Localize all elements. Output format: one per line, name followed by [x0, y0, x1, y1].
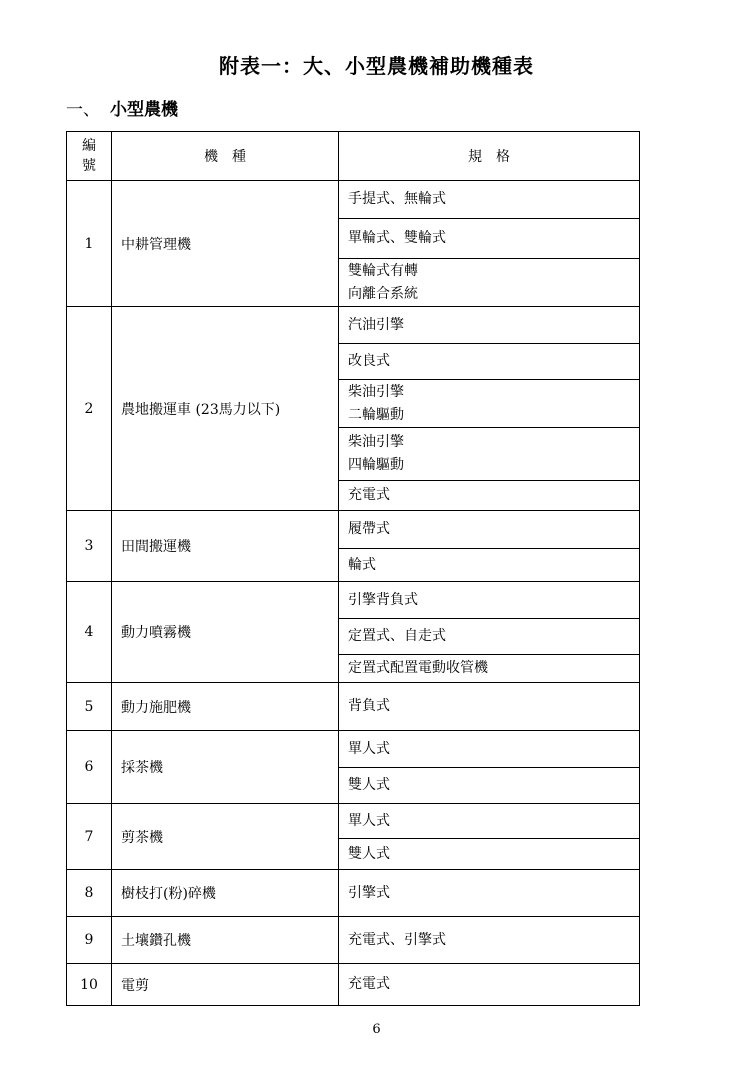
row-number: 4: [67, 582, 112, 683]
machine-name: 採茶機: [112, 731, 339, 804]
table-row: [67, 917, 640, 964]
spec-cell: [339, 917, 640, 964]
spec-text: 充電式、引擎式: [348, 931, 446, 948]
spec-cell: [339, 219, 640, 259]
spec-text: 定置式配置電動收管機: [348, 660, 488, 676]
spec-text: 單輪式、雙輪式: [348, 230, 446, 246]
row-number: 2: [67, 307, 112, 511]
spec-cell: [339, 870, 640, 917]
table-row: [67, 582, 640, 619]
spec-text: 背負式: [348, 698, 390, 714]
row-number: 3: [67, 511, 112, 582]
spec-cell: [339, 511, 640, 549]
header-number-text: 編 號: [82, 138, 96, 174]
table-row: [67, 964, 640, 1006]
spec-cell: [339, 344, 640, 380]
table-row: [67, 683, 640, 731]
table-header-row: [67, 132, 640, 181]
spec-text: 手提式、無輪式: [348, 191, 446, 207]
spec-text: 定置式、自走式: [348, 628, 446, 644]
row-number: 8: [67, 870, 112, 917]
spec-cell: [339, 839, 640, 870]
spec-text: 引擎背負式: [348, 591, 418, 608]
spec-cell: [339, 380, 640, 428]
spec-cell: [339, 259, 640, 307]
spec-cell: [339, 768, 640, 804]
spec-cell: [339, 307, 640, 344]
spec-cell: [339, 428, 640, 481]
spec-text: 充電式: [348, 976, 390, 992]
machine-name: 電剪: [112, 964, 339, 1006]
document-title: 附表一：大、小型農機補助機種表: [219, 54, 534, 78]
machine-name: 剪茶機: [112, 804, 339, 870]
table-row: [67, 870, 640, 917]
row-number: 5: [67, 683, 112, 731]
spec-text: 雙人式: [348, 845, 390, 862]
machine-name: 農地搬運車 (23馬力以下): [112, 307, 339, 511]
spec-cell: [339, 619, 640, 655]
table-row: [67, 511, 640, 549]
machine-name: 土壤鑽孔機: [112, 917, 339, 964]
spec-cell: [339, 181, 640, 219]
row-number: 1: [67, 181, 112, 307]
spec-text: 履帶式: [348, 521, 390, 537]
header-machine: 機 種: [112, 132, 339, 181]
header-number: [67, 132, 112, 181]
table-body: [67, 181, 640, 1006]
spec-text: 充電式: [348, 487, 390, 503]
machine-name: 中耕管理機: [112, 181, 339, 307]
machine-name: 樹枝打(粉)碎機: [112, 870, 339, 917]
row-number: 9: [67, 917, 112, 964]
spec-text: 單人式: [348, 740, 390, 757]
spec-cell: [339, 655, 640, 683]
row-number: 6: [67, 731, 112, 804]
spec-cell: [339, 549, 640, 582]
row-number: 10: [67, 964, 112, 1006]
header-spec: 規 格: [339, 132, 640, 181]
spec-text: 柴油引擎 二輪驅動: [348, 383, 404, 423]
spec-text: 汽油引擎: [348, 316, 404, 333]
section-heading: [66, 95, 178, 120]
spec-text: 輪式: [348, 556, 376, 573]
spec-text: 引擎式: [348, 884, 390, 901]
spec-text: 柴油引擎 四輪驅動: [348, 434, 404, 473]
page-number: 6: [372, 1022, 381, 1037]
spec-cell: [339, 804, 640, 839]
spec-cell: [339, 582, 640, 619]
row-number: 7: [67, 804, 112, 870]
table-row: [67, 181, 640, 219]
spec-cell: [339, 683, 640, 731]
spec-text: 雙輪式有轉 向離合系統: [348, 262, 418, 302]
spec-text: 單人式: [348, 812, 390, 829]
machine-name: 田間搬運機: [112, 511, 339, 582]
spec-text: 雙人式: [348, 777, 390, 793]
spec-cell: [339, 481, 640, 511]
machine-table: [66, 131, 640, 1006]
table-row: [67, 307, 640, 344]
machine-name: 動力噴霧機: [112, 582, 339, 683]
table-row: [67, 804, 640, 839]
spec-cell: [339, 731, 640, 768]
section-number: 一、: [66, 100, 100, 120]
table-row: [67, 731, 640, 768]
spec-cell: [339, 964, 640, 1006]
section-title: 小型農機: [110, 100, 178, 120]
spec-text: 改良式: [348, 353, 390, 369]
machine-name: 動力施肥機: [112, 683, 339, 731]
